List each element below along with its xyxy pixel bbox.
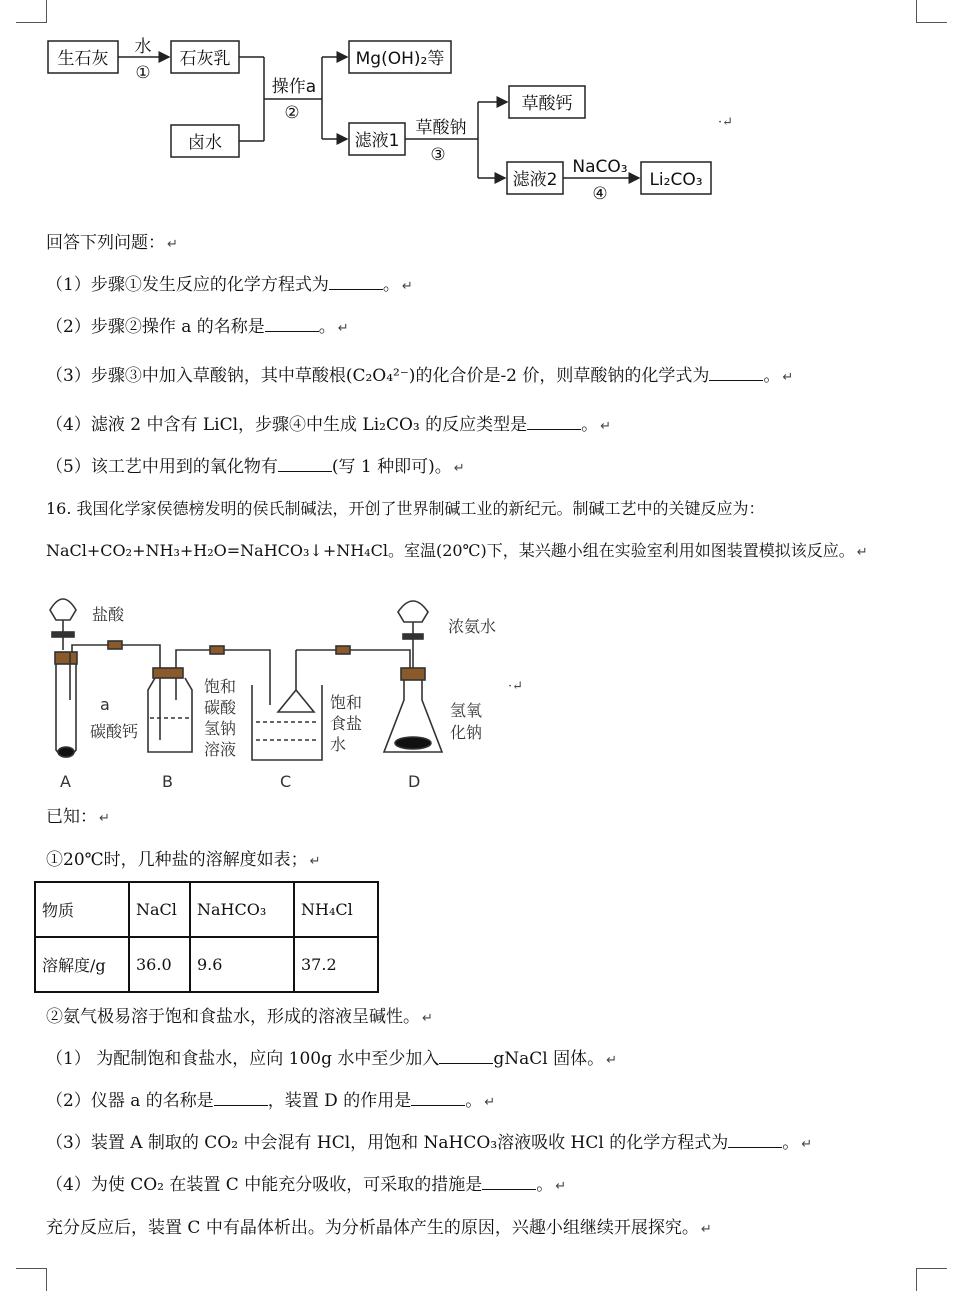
known-1 (46, 849, 321, 873)
final-line (46, 1217, 712, 1241)
known-2 (46, 1006, 433, 1030)
answer-blank (527, 415, 581, 430)
q15-1: （1）步骤①发生反应的化学方程式为 。 ↵ (46, 275, 413, 295)
label-B: B (162, 772, 173, 791)
table-cell: NaHCO₃ (190, 882, 294, 937)
box-lushui: 卤水 (188, 133, 222, 153)
return-mark-icon: ↵ (801, 1137, 813, 1152)
label-nonganshui: 浓氨水 (448, 617, 497, 636)
box-lvye1: 滤液1 (354, 131, 400, 151)
crop-mark-bottom-right (916, 1268, 947, 1291)
label-A: A (60, 772, 71, 791)
return-mark-icon: ↵ (401, 279, 413, 294)
known-1-text: ①20℃时，几种盐的溶解度如表； (46, 850, 308, 870)
return-mark-icon: ↵ (337, 321, 349, 336)
answer-blank (728, 1133, 782, 1148)
known-title (46, 806, 110, 830)
label-C: C (280, 772, 292, 791)
label-op-a: 操作a (271, 77, 317, 97)
intro-text: 回答下列问题： (46, 233, 165, 253)
q16-1-tail: gNaCl 固体。 (493, 1049, 605, 1069)
label-caosuanna: 草酸钠 (415, 118, 467, 138)
table-cell: 9.6 (190, 937, 294, 992)
return-mark-icon: ↵ (600, 419, 612, 434)
answer-blank (214, 1091, 268, 1106)
answer-blank (439, 1049, 493, 1064)
label-D: D (408, 772, 421, 791)
process-flowchart (0, 0, 976, 210)
table-cell: 36.0 (129, 937, 190, 992)
table-cell: NH₄Cl (294, 882, 378, 937)
answer-blank (329, 275, 383, 290)
q16-stem-2 (46, 540, 868, 564)
return-mark-icon: ↵ (453, 461, 465, 476)
label-tansuangai: 碳酸钙 (90, 722, 139, 741)
q15-3: （3）步骤③中加入草酸钠，其中草酸根(C₂O₄²⁻)的化合价是-2 价，则草酸钠的化学式为 。 ↵ (46, 366, 794, 386)
return-mark-icon: ↵ (555, 1179, 567, 1194)
box-shihuiru: 石灰乳 (179, 49, 231, 69)
label-b-3: 氢钠 (204, 719, 237, 738)
q16-1 (46, 1048, 617, 1072)
answer-blank (265, 317, 319, 332)
label-b-1: 饱和 (204, 677, 237, 696)
label-naco3: NaCO₃ (572, 157, 628, 177)
intro-line (46, 232, 178, 256)
table-cell: 溶解度/g (35, 937, 129, 992)
q16-stem-1-text: 16. 我国化学家侯德榜发明的侯氏制碱法，开创了世界制碱工业的新纪元。制碱工艺中的关键反应为： (46, 499, 765, 518)
solubility-table (34, 881, 379, 993)
return-mark-icon: ↵ (99, 811, 110, 826)
label-c-3: 水 (330, 735, 347, 754)
label-step3: ③ (430, 145, 446, 165)
return-mark-icon: ·↵ (718, 115, 734, 130)
label-d-2: 化钠 (450, 723, 483, 742)
return-mark-icon: ↵ (606, 1053, 618, 1068)
label-step4: ④ (592, 184, 608, 204)
q15-5 (46, 456, 465, 480)
q16-3-text: （3）装置 A 制取的 CO₂ 中会混有 HCl，用饱和 NaHCO₃溶液吸收 HCl 的化学方程式为 (46, 1133, 729, 1153)
answer-blank (411, 1091, 465, 1106)
q15-5-tail: (写 1 种即可)。 (331, 457, 452, 477)
table-cell: 37.2 (294, 937, 378, 992)
label-d-1: 氢氧 (450, 701, 483, 720)
label-step2: ② (284, 103, 300, 123)
table-row (35, 937, 378, 992)
table-cell: 物质 (35, 882, 129, 937)
q15-2-text: （2）步骤②操作 a 的名称是 (46, 317, 265, 337)
q15-5-text: （5）该工艺中用到的氧化物有 (46, 457, 278, 477)
apparatus-diagram (0, 570, 976, 800)
return-mark-icon: ↵ (309, 854, 321, 869)
box-lvye2: 滤液2 (512, 170, 558, 190)
answer-blank (278, 457, 332, 472)
return-mark-icon: ·↵ (508, 679, 524, 694)
q16-2-mid: ，装置 D 的作用是 (267, 1091, 412, 1111)
label-water: 水 (134, 37, 152, 57)
crop-mark-bottom-left (16, 1268, 47, 1291)
box-li2co3: Li₂CO₃ (649, 170, 703, 190)
label-step1: ① (135, 63, 151, 83)
box-mgoh2: Mg(OH)₂等 (355, 49, 445, 69)
q16-3: （3）装置 A 制取的 CO₂ 中会混有 HCl，用饱和 NaHCO₃溶液吸收 HCl 的化学方程式为 。 ↵ (46, 1133, 813, 1153)
q15-1-text: （1）步骤①发生反应的化学方程式为 (46, 275, 329, 295)
return-mark-icon: ↵ (856, 545, 868, 560)
table-row (35, 882, 378, 937)
label-c-2: 食盐 (330, 714, 363, 733)
q16-stem-2-text: NaCl+CO₂+NH₃+H₂O=NaHCO₃↓+NH₄Cl。室温(20℃)下，某兴趣小组在实验室利用如图装置模拟该反应。 (46, 541, 855, 560)
q15-4: （4）滤液 2 中含有 LiCl，步骤④中生成 Li₂CO₃ 的反应类型是 。 ↵ (46, 415, 612, 435)
q16-stem-1 (46, 498, 765, 520)
label-c-1: 饱和 (330, 693, 363, 712)
box-shengshihui: 生石灰 (57, 49, 109, 69)
return-mark-icon: ↵ (167, 237, 178, 252)
table-cell: NaCl (129, 882, 190, 937)
q15-2: （2）步骤②操作 a 的名称是 。 ↵ (46, 317, 349, 337)
q15-3-text: （3）步骤③中加入草酸钠，其中草酸根(C₂O₄²⁻)的化合价是-2 价，则草酸钠的化学式为 (46, 366, 710, 386)
return-mark-icon: ↵ (782, 370, 794, 385)
q16-2-text: （2）仪器 a 的名称是 (46, 1091, 214, 1111)
label-a: a (100, 695, 110, 714)
known-title-text: 已知： (46, 807, 97, 827)
q16-1-text: （1） 为配制饱和食盐水，应向 100g 水中至少加入 (46, 1049, 440, 1069)
q16-2: （2）仪器 a 的名称是 ，装置 D 的作用是 。 ↵ (46, 1091, 496, 1111)
label-yansuan: 盐酸 (92, 605, 125, 624)
known-2-text: ②氨气极易溶于饱和食盐水，形成的溶液呈碱性。 (46, 1007, 420, 1027)
label-b-4: 溶液 (204, 740, 237, 759)
return-mark-icon: ↵ (700, 1222, 712, 1237)
box-caosuangai: 草酸钙 (521, 94, 573, 114)
q15-4-text: （4）滤液 2 中含有 LiCl，步骤④中生成 Li₂CO₃ 的反应类型是 (46, 415, 528, 435)
return-mark-icon: ↵ (484, 1095, 496, 1110)
final-line-text: 充分反应后，装置 C 中有晶体析出。为分析晶体产生的原因，兴趣小组继续开展探究。 (46, 1218, 699, 1238)
q16-4: （4）为使 CO₂ 在装置 C 中能充分吸收，可采取的措施是 。 ↵ (46, 1175, 567, 1195)
q16-4-text: （4）为使 CO₂ 在装置 C 中能充分吸收，可采取的措施是 (46, 1175, 483, 1195)
answer-blank (482, 1175, 536, 1190)
answer-blank (709, 366, 763, 381)
return-mark-icon: ↵ (422, 1011, 433, 1026)
label-b-2: 碳酸 (204, 698, 237, 717)
